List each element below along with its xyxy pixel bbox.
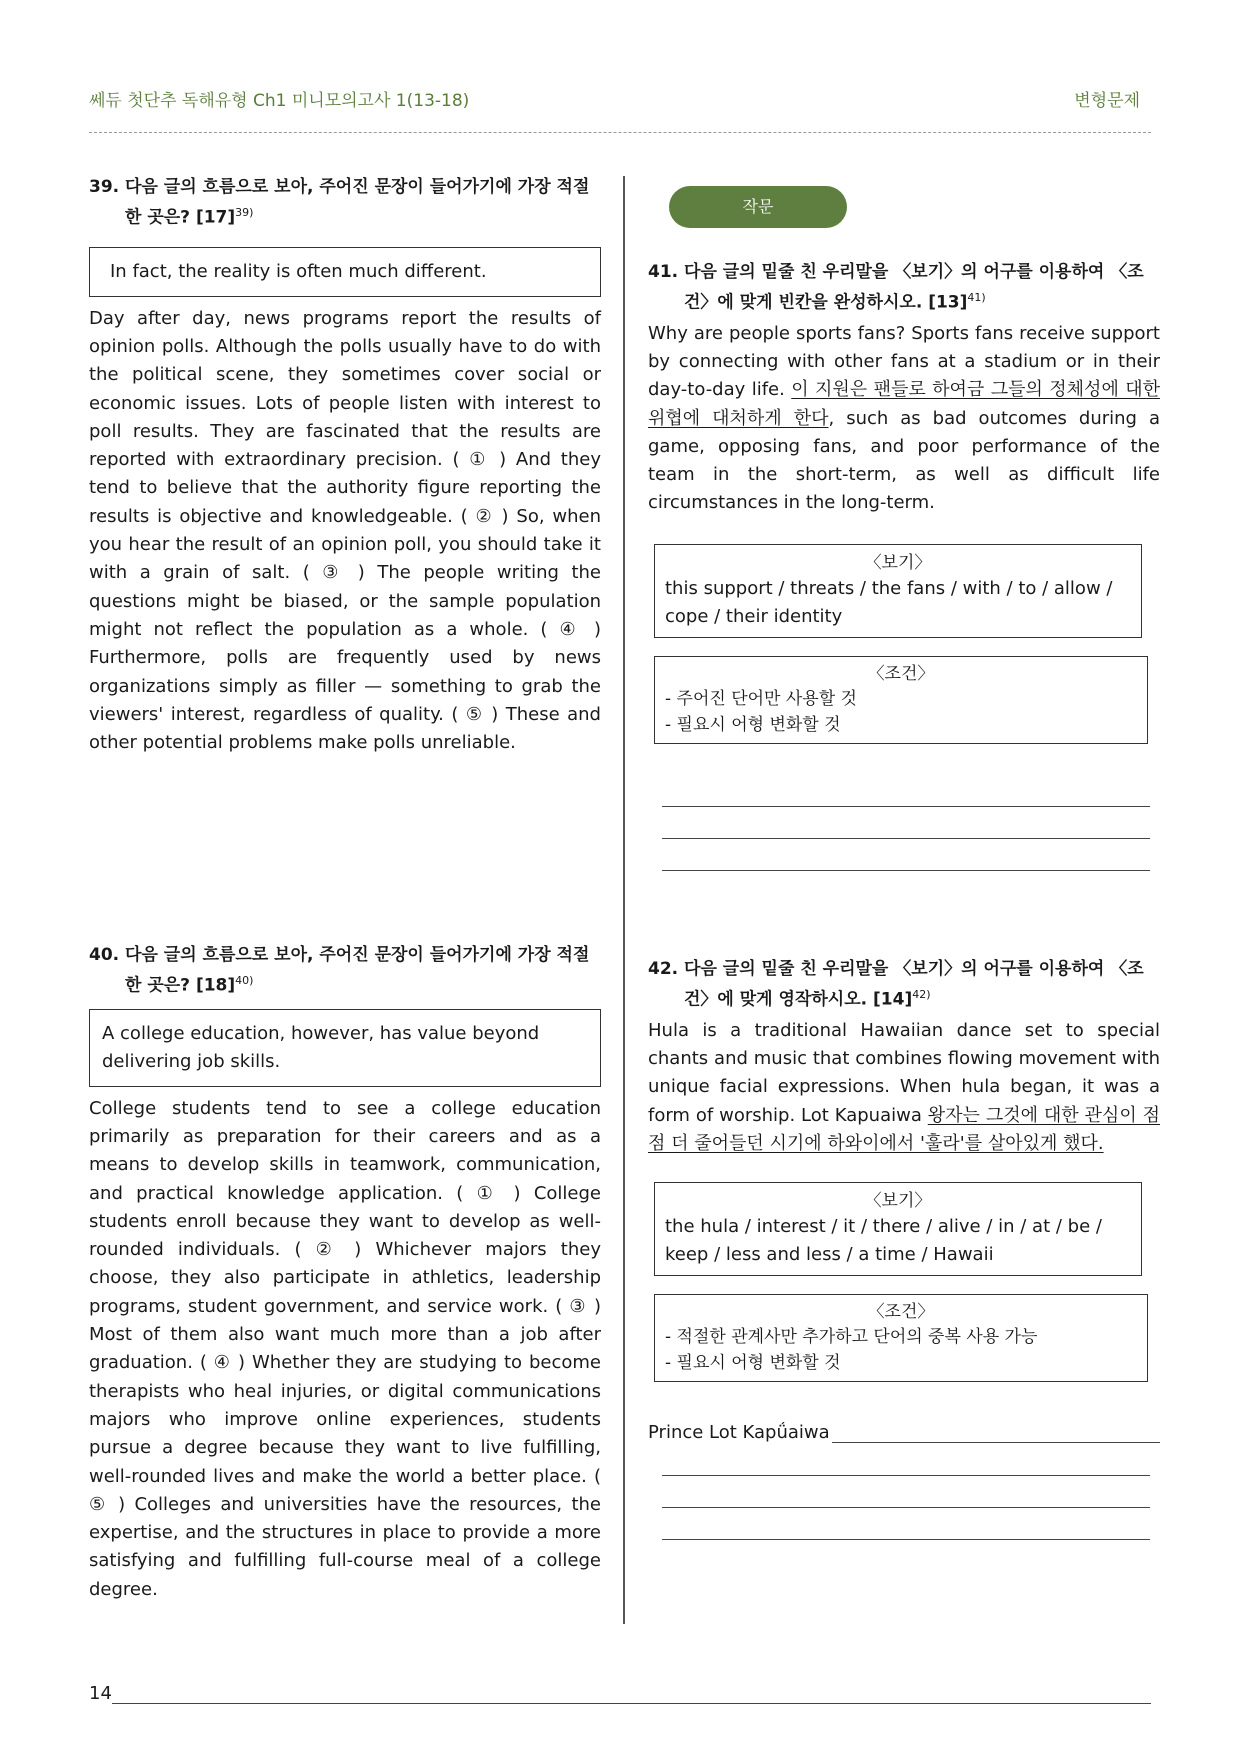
question-42-bogi-title: 〈보기〉 [864, 1191, 932, 1212]
question-41-bogi-title: 〈보기〉 [864, 552, 932, 573]
question-42-passage: Hula is a traditional Hawaiian dance set to special chants and music that combines flowing movement with unique facial expressions. When hula began, it was a form of worship. Lot Kapuaiwa 왕자는 그것에 대한 관심이 점점 더 줄어들던 시기에 하와이에서 '훌라'를 살아있게 했다. [648, 1019, 1160, 1154]
question-41-bogi-text: this support / threats / the fans / with / to / allow / cope / their identity [665, 577, 1113, 627]
question-42-bogi-box [654, 1182, 1142, 1276]
question-42-underlined-text: 왕자는 그것에 대한 관심이 점점 더 줄어들던 시기에 하와이에서 '훌라'를 살아있게 했다. [648, 1104, 1160, 1154]
question-40-passage: College students tend to see a college education primarily as preparation for their careers and as a means to develop skills in teamwork, communication, and practical knowledge application. ( ① ) College students enroll because they want to develop as well-rounded individuals. ( ② ) Whichever majors they choose, they also participate in athletics, leadership programs, student government, and service work. ( ③ ) Most of them also want much more than a job after graduation. ( ④ ) Whether they are studying to become therapists who heal injuries, or digital communications majors who improve online experiences, students pursue a degree because they want to live fulfilling, well-rounded lives and make the world a better place. ( ⑤ ) Colleges and universities have the resources, the expertise, and the structures in place to provide a more satisfying and fulfilling full-course meal of a college degree. [89, 1097, 601, 1600]
question-40-ref: 40) [235, 974, 254, 987]
question-39 [89, 175, 601, 757]
answer-line[interactable] [662, 1475, 1150, 1476]
question-42-title: 42. 다음 글의 밑줄 친 우리말을 〈보기〉의 어구를 이용하여 〈조건〉에 맞게 영작하시오. $[14]^{42)}$ [648, 959, 1144, 1010]
question-42-condition-box [654, 1294, 1148, 1382]
question-40-title: 40. 다음 글의 흐름으로 보아, 주어진 문장이 들어가기에 가장 적절한 곳은? $[18]^{40)}$ [89, 945, 590, 996]
section-label-badge: 작문 [669, 186, 847, 228]
footer-divider [112, 1703, 1151, 1704]
question-41-passage: Why are people sports fans? Sports fans receive support by connecting with other fans at a stadium or in their day-to-day life. 이 지원은 팬들로 하여금 그들의 정체성에 대한 위협에 대처하게 한다, such as bad outcomes during a game, opposing fans, and poor performance of the team in the short-term, as well as difficult life circumstances in the long-term. [648, 322, 1161, 514]
answer-line[interactable] [662, 1507, 1150, 1508]
page-number: 14 [89, 1683, 112, 1704]
question-41-title: 41. 다음 글의 밑줄 친 우리말을 〈보기〉의 어구를 이용하여 〈조건〉에 맞게 빈칸을 완성하시오. $[13]^{41)}$ [648, 262, 1144, 313]
question-40 [89, 943, 601, 1604]
question-41-condition-title: 〈조건〉 [867, 663, 935, 684]
question-41-condition-2: - 필요시 어형 변화할 것 [665, 714, 841, 735]
answer-line[interactable] [662, 1539, 1150, 1540]
header-divider [89, 132, 1151, 133]
question-41-condition-box [654, 656, 1148, 744]
question-41-condition-1: - 주어진 단어만 사용할 것 [665, 688, 857, 709]
header-title: 쎄듀 첫단추 독해유형 Ch1 미니모의고사 1(13-18) [89, 91, 470, 111]
column-divider [623, 176, 625, 1624]
question-42-condition-1: - 적절한 관계사만 추가하고 단어의 중복 사용 가능 [665, 1327, 1038, 1348]
question-42-condition-title: 〈조건〉 [867, 1302, 935, 1323]
question-41-ref: 41) [967, 291, 986, 304]
answer-line[interactable] [662, 870, 1150, 871]
question-41-bogi-box [654, 544, 1142, 638]
question-39-title: 39. 다음 글의 흐름으로 보아, 주어진 문장이 들어가기에 가장 적절한 곳은? $[17]^{39)}$ [89, 177, 590, 228]
answer-line[interactable] [662, 838, 1150, 839]
question-41 [648, 260, 1160, 871]
question-42 [648, 957, 1160, 1540]
header-type-label: 변형문제 [1074, 91, 1140, 111]
question-40-given-sentence: A college education, however, has value beyond delivering job skills. [89, 1009, 601, 1087]
answer-line[interactable] [662, 806, 1150, 807]
question-42-condition-2: - 필요시 어형 변화할 것 [665, 1353, 841, 1374]
question-42-answer-prefix: Prince Lot Kapǘaiwa [648, 1422, 830, 1444]
question-42-ref: 42) [912, 988, 931, 1001]
question-41-underlined-text: 이 지원은 팬들로 하여금 그들의 정체성에 대한 위협에 대처하게 한다 [648, 379, 1161, 429]
question-39-ref: 39) [235, 206, 254, 219]
question-42-answer-row [648, 1422, 1160, 1443]
question-39-given-sentence: In fact, the reality is often much different. [89, 247, 601, 297]
question-42-bogi-text: the hula / interest / it / there / alive / in / at / be / keep / less and less / a time / Hawaii [665, 1216, 1102, 1266]
question-39-passage: Day after day, news programs report the results of opinion polls. Although the polls usually have to do with the political scene, they sometimes cover social or economic issues. Lots of people listen with interest to poll results. They are fascinated that the results are reported with extraordinary precision. ( ① ) And they tend to believe that the authority figure reporting the results is objective and knowledgeable. ( ② ) So, when you hear the result of an opinion poll, you should take it with a grain of salt. ( ③ ) The people writing the questions might be biased, or the sample population might not reflect the population as a whole. ( ④ ) Furthermore, polls are frequently used by news organizations simply as filler — something to grab the viewers' interest, regardless of quality. ( ⑤ ) These and other potential problems make polls unreliable. [89, 307, 601, 754]
answer-line[interactable] [832, 1422, 1160, 1443]
